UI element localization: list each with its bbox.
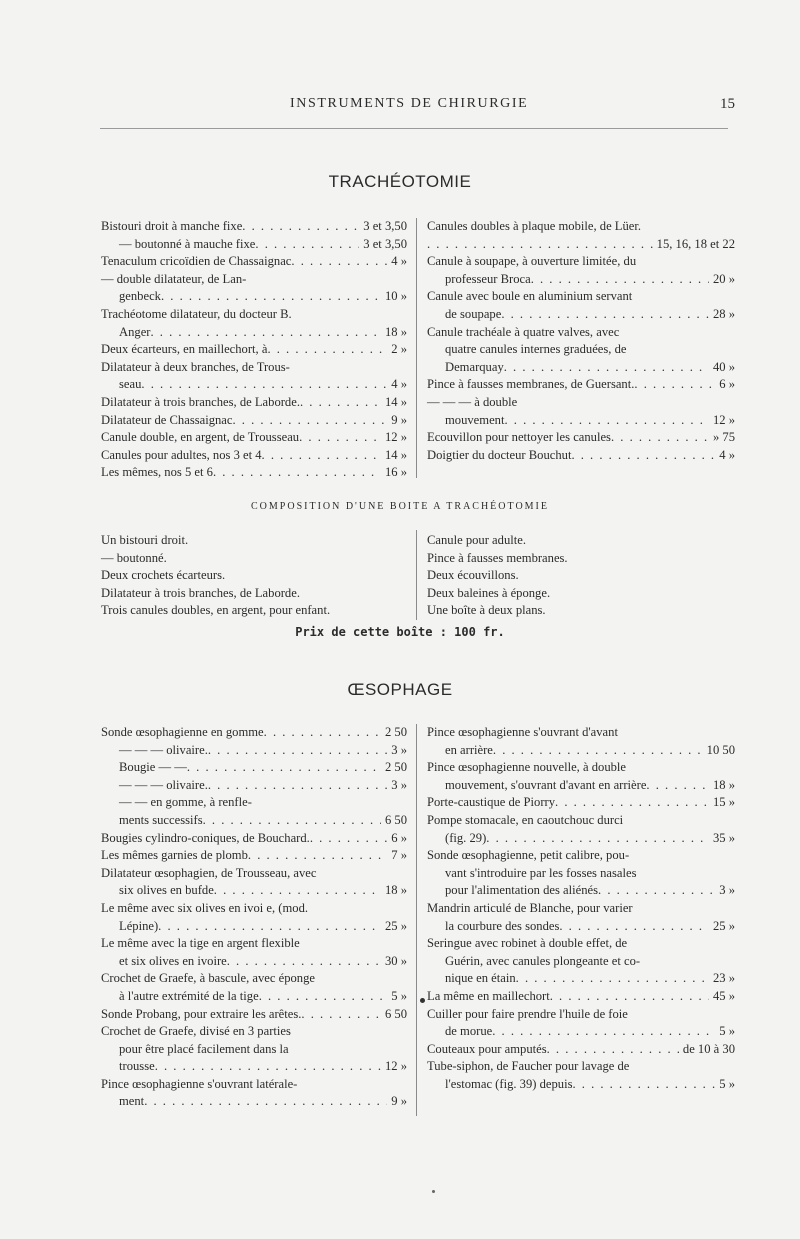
entry-price: 12 »	[384, 1059, 407, 1074]
entry-price: 18 »	[712, 777, 735, 792]
entry-price: 9 »	[391, 1094, 407, 1109]
section-title-oesophage: ŒSOPHAGE	[347, 680, 453, 699]
catalog-entry	[427, 271, 735, 289]
leader-dots	[555, 794, 709, 812]
catalog-entry	[101, 759, 407, 777]
entry-price: 6 »	[391, 830, 407, 845]
entry-price: 23 »	[712, 971, 735, 986]
entry-price: 25 »	[712, 918, 735, 933]
catalog-entry	[101, 271, 407, 289]
leader-dots	[486, 830, 709, 848]
catalog-entry	[101, 447, 407, 465]
catalog-entry	[427, 935, 735, 953]
entry-text: Bougies cylindro-coniques, de Bouchard.	[101, 830, 310, 845]
catalog-entry	[427, 359, 735, 377]
entry-text: pour l'alimentation des aliénés	[445, 883, 599, 898]
entry-price: 3 et 3,50	[363, 236, 407, 251]
catalog-entry	[101, 464, 407, 482]
entry-price: de 10 à 30	[682, 1041, 735, 1056]
entry-text: Trachéotome dilatateur, du docteur B.	[101, 306, 292, 321]
composition-left-column	[101, 532, 330, 620]
entry-price: 30 »	[384, 953, 407, 968]
leader-dots	[214, 882, 381, 900]
catalog-entry	[101, 918, 407, 936]
leader-dots	[262, 447, 381, 465]
catalog-entry	[427, 759, 735, 777]
entry-price: 15, 16, 18 et 22	[656, 236, 735, 251]
entry-text: Ecouvillon pour nettoyer les canules	[427, 430, 611, 445]
print-speck	[432, 1190, 435, 1193]
catalog-entry	[427, 918, 735, 936]
leader-dots	[203, 812, 381, 830]
entry-text: vant s'introduire par les fosses nasales	[445, 865, 637, 880]
leader-dots	[504, 359, 709, 377]
entry-price: 35 »	[712, 830, 735, 845]
catalog-entry	[101, 218, 407, 236]
catalog-entry	[427, 1058, 735, 1076]
entry-text: (fig. 29)	[445, 830, 487, 845]
entry-text: trousse	[119, 1059, 155, 1074]
entry-text: Sonde œsophagienne, petit calibre, pou-	[427, 848, 630, 863]
catalog-entry	[101, 1093, 407, 1111]
entry-price: 18 »	[384, 883, 407, 898]
entry-text: ment	[119, 1094, 145, 1109]
entry-text: Pince à fausses membranes, de Guersant.	[427, 377, 635, 392]
composition-item: Un bistouri droit.	[101, 533, 189, 547]
leader-dots	[242, 218, 359, 236]
entry-price: 4 »	[719, 447, 735, 462]
entry-text: nique en étain	[445, 971, 516, 986]
entry-text: la courbure des sondes	[445, 918, 560, 933]
leader-dots	[141, 376, 387, 394]
entry-text: — — en gomme, à renfle-	[119, 795, 252, 810]
leader-dots	[301, 1006, 381, 1024]
composition-item: Deux crochets écarteurs.	[101, 568, 226, 583]
entry-price: 2 50	[384, 760, 407, 775]
leader-dots	[144, 1093, 387, 1111]
entry-text: six olives en bufde	[119, 883, 214, 898]
entry-price: 18 »	[384, 324, 407, 339]
entry-text: Crochet de Graefe, divisé en 3 parties	[101, 1024, 291, 1039]
entry-price: 6 »	[719, 377, 735, 392]
composition-title: COMPOSITION D'UNE BOITE A TRACHÉOTOMIE	[251, 501, 549, 512]
header-rule	[100, 128, 728, 129]
entry-price: 16 »	[384, 465, 407, 480]
entry-price: 10 »	[384, 289, 407, 304]
catalog-entry	[427, 412, 735, 430]
catalog-entry	[101, 812, 407, 830]
oesophage-right-column	[427, 724, 735, 1093]
catalog-entry	[101, 341, 407, 359]
entry-text: Les mêmes garnies de plomb	[101, 848, 248, 863]
catalog-entry	[427, 812, 735, 830]
entry-price: » 75	[712, 430, 735, 445]
entry-text: l'estomac (fig. 39) depuis	[445, 1076, 573, 1091]
leader-dots	[572, 1076, 715, 1094]
entry-text: Cuiller pour faire prendre l'huile de foie	[427, 1006, 628, 1021]
catalog-entry	[427, 447, 735, 465]
entry-text: Les mêmes, nos 5 et 6	[101, 465, 213, 480]
entry-text: mouvement	[445, 412, 505, 427]
catalog-entry	[427, 376, 735, 394]
bullet-mark	[420, 998, 425, 1003]
catalog-entry	[427, 830, 735, 848]
leader-dots	[493, 742, 703, 760]
page-header	[100, 96, 735, 116]
leader-dots	[300, 394, 381, 412]
catalog-entry	[427, 847, 735, 865]
entry-text: Canule double, en argent, de Trousseau	[101, 430, 300, 445]
entry-price: 2 50	[384, 725, 407, 739]
entry-price: 28 »	[712, 306, 735, 321]
entry-price: 5 »	[719, 1076, 735, 1091]
leader-dots	[634, 376, 715, 394]
entry-price: 5 »	[391, 988, 407, 1003]
entry-text: — double dilatateur, de Lan-	[101, 271, 247, 286]
entry-text: Le même avec la tige en argent flexible	[101, 936, 300, 951]
leader-dots	[571, 447, 715, 465]
catalog-entry	[101, 724, 407, 742]
entry-text: — — — olivaire.	[119, 742, 208, 757]
leader-dots	[501, 306, 709, 324]
entry-text: Canule trachéale à quatre valves, avec	[427, 324, 620, 339]
running-title: INSTRUMENTS DE CHIRURGIE	[290, 96, 529, 111]
entry-price: 20 »	[712, 271, 735, 286]
entry-price: 7 »	[391, 848, 407, 863]
catalog-entry	[427, 865, 735, 883]
entry-text: Sonde Probang, pour extraire les arêtes.	[101, 1006, 302, 1021]
entry-text: Demarquay	[445, 359, 504, 374]
entry-price: 25 »	[384, 918, 407, 933]
catalog-entry	[427, 394, 735, 412]
catalog-entry	[427, 218, 735, 236]
leader-dots	[161, 288, 381, 306]
catalog-entry	[101, 953, 407, 971]
leader-dots	[248, 847, 387, 865]
entry-price: 4 »	[391, 377, 407, 392]
entry-text: Dilatateur de Chassaignac	[101, 412, 233, 427]
catalog-entry	[101, 935, 407, 953]
leader-dots	[155, 1058, 381, 1076]
catalog-entry	[427, 742, 735, 760]
composition-item: Pince à fausses membranes.	[427, 550, 568, 565]
entry-text: Seringue avec robinet à double effet, de	[427, 936, 628, 951]
entry-price: 6 50	[384, 1006, 407, 1021]
entry-text: Couteaux pour amputés	[427, 1041, 547, 1056]
entry-price: 40 »	[712, 359, 735, 374]
entry-text: ments successifs	[119, 812, 203, 827]
entry-price: 45 »	[712, 988, 735, 1003]
leader-dots	[310, 830, 387, 848]
catalog-entry	[101, 359, 407, 377]
catalog-entry	[101, 376, 407, 394]
catalog-entry	[101, 253, 407, 271]
leader-dots	[550, 988, 709, 1006]
catalog-entry	[427, 1076, 735, 1094]
catalog-entry	[101, 882, 407, 900]
leader-dots	[516, 970, 709, 988]
catalog-entry	[101, 324, 407, 342]
leader-dots	[264, 724, 381, 742]
catalog-entry	[101, 794, 407, 812]
catalog-entry	[427, 900, 735, 918]
entry-price: 15 »	[712, 795, 735, 810]
catalog-entry	[427, 777, 735, 795]
leader-dots	[492, 1023, 715, 1041]
entry-text: genbeck	[119, 289, 161, 304]
entry-price: 3 et 3,50	[363, 219, 407, 233]
entry-text: Canule à soupape, à ouverture limitée, du	[427, 254, 637, 269]
catalog-entry	[101, 394, 407, 412]
entry-text: Tenaculum cricoïdien de Chassaignac	[101, 254, 292, 269]
catalog-entry	[427, 953, 735, 971]
catalog-entry	[427, 253, 735, 271]
composition-item: Dilatateur à trois branches, de Laborde.	[101, 585, 300, 600]
entry-text: Sonde œsophagienne en gomme	[101, 725, 264, 739]
leader-dots	[547, 1041, 679, 1059]
catalog-entry	[427, 1041, 735, 1059]
leader-dots	[208, 777, 387, 795]
entry-text: Doigtier du docteur Bouchut	[427, 447, 572, 462]
leader-dots	[227, 953, 381, 971]
entry-price: 2 »	[391, 342, 407, 357]
entry-price: 3 »	[391, 742, 407, 757]
catalog-entry	[101, 306, 407, 324]
entry-text: Deux écarteurs, en maillechort, à	[101, 342, 268, 357]
entry-text: — — — olivaire.	[119, 777, 208, 792]
leader-dots	[299, 429, 381, 447]
entry-text: Porte-caustique de Piorry	[427, 795, 556, 810]
catalog-entry	[427, 988, 735, 1006]
entry-text: — boutonné à mauche fixe	[119, 236, 256, 251]
catalog-entry	[427, 794, 735, 812]
entry-text: et six olives en ivoire	[119, 953, 227, 968]
catalog-entry	[427, 1023, 735, 1041]
leader-dots	[158, 918, 381, 936]
catalog-entry	[427, 306, 735, 324]
composition-right-column	[427, 532, 568, 620]
entry-text: à l'autre extrémité de la tige	[119, 988, 259, 1003]
leader-dots	[611, 429, 709, 447]
entry-price: 6 50	[384, 812, 407, 827]
catalog-entry	[427, 236, 735, 254]
composition-item: Trois canules doubles, en argent, pour enfant.	[101, 603, 331, 618]
catalog-entry	[427, 882, 735, 900]
entry-price: 3 »	[391, 777, 407, 792]
entry-text: de soupape	[445, 306, 502, 321]
entry-text: pour être placé facilement dans la	[119, 1041, 289, 1056]
composition-item: Deux baleines à éponge.	[427, 585, 551, 600]
entry-price: 4 »	[391, 254, 407, 269]
entry-price: 5 »	[719, 1024, 735, 1039]
entry-text: Dilatateur à deux branches, de Trous-	[101, 359, 290, 374]
entry-text: en arrière	[445, 742, 493, 757]
entry-text: quatre canules internes graduées, de	[445, 342, 627, 357]
leader-dots	[267, 341, 387, 359]
entry-price: 10 50	[706, 742, 735, 757]
entry-text: Pompe stomacale, en caoutchouc durci	[427, 812, 624, 827]
leader-dots	[208, 742, 387, 760]
catalog-entry	[101, 970, 407, 988]
catalog-entry	[101, 742, 407, 760]
entry-text: Crochet de Graefe, à bascule, avec éponge	[101, 971, 315, 986]
entry-price: 3 »	[719, 883, 735, 898]
catalog-entry	[101, 988, 407, 1006]
catalog-entry	[101, 288, 407, 306]
entry-text: Canules pour adultes, nos 3 et 4	[101, 447, 262, 462]
catalog-entry	[101, 830, 407, 848]
entry-text: Guérin, avec canules plongeante et co-	[445, 953, 641, 968]
entry-price: 9 »	[391, 412, 407, 427]
column-divider	[416, 218, 417, 478]
entry-text: de morue	[445, 1024, 493, 1039]
leader-dots	[150, 324, 380, 342]
box-price: Prix de cette boîte : 100 fr.	[295, 625, 505, 639]
section-title-tracheotomie: TRACHÉOTOMIE	[328, 172, 472, 191]
entry-text: Lépine)	[119, 918, 159, 933]
catalog-entry	[101, 1076, 407, 1094]
entry-text: Anger	[119, 324, 151, 339]
catalog-entry	[101, 900, 407, 918]
catalog-entry	[427, 429, 735, 447]
entry-price: 14 »	[384, 394, 407, 409]
entry-text: Canule avec boule en aluminium servant	[427, 289, 633, 304]
entry-text: Dilatateur œsophagien, de Trousseau, avec	[101, 865, 317, 880]
entry-price: 12 »	[384, 430, 407, 445]
catalog-entry	[101, 777, 407, 795]
entry-text: Dilatateur à trois branches, de Laborde.	[101, 394, 300, 409]
column-divider	[416, 530, 417, 620]
entry-text: Mandrin articulé de Blanche, pour varier	[427, 900, 633, 915]
catalog-entry	[427, 288, 735, 306]
column-divider	[416, 724, 417, 1116]
composition-item: Canule pour adulte.	[427, 533, 526, 547]
entry-text: Le même avec six olives en ivoi e, (mod.	[101, 900, 309, 915]
entry-text: mouvement, s'ouvrant d'avant en arrière	[445, 777, 647, 792]
leader-dots	[259, 988, 388, 1006]
leader-dots	[427, 236, 653, 254]
catalog-entry	[101, 1006, 407, 1024]
entry-text: Canules doubles à plaque mobile, de Lüer.	[427, 219, 642, 233]
tracheotomie-left-column	[101, 218, 407, 482]
entry-text: — — — à double	[427, 394, 518, 409]
entry-text: Tube-siphon, de Faucher pour lavage de	[427, 1059, 630, 1074]
leader-dots	[531, 271, 709, 289]
composition-item: Deux écouvillons.	[427, 568, 519, 583]
leader-dots	[232, 412, 387, 430]
leader-dots	[291, 253, 387, 271]
leader-dots	[255, 236, 359, 254]
entry-text: professeur Broca	[445, 271, 531, 286]
leader-dots	[559, 918, 709, 936]
entry-text: Pince œsophagienne nouvelle, à double	[427, 760, 626, 775]
entry-text: Pince œsophagienne s'ouvrant d'avant	[427, 725, 618, 739]
page-number: 15	[720, 96, 735, 112]
catalog-entry	[427, 724, 735, 742]
leader-dots	[598, 882, 715, 900]
entry-text: Bistouri droit à manche fixe	[101, 219, 243, 233]
entry-price: 12 »	[712, 412, 735, 427]
catalog-entry	[101, 1023, 407, 1041]
entry-text: La même en maillechort	[427, 988, 550, 1003]
leader-dots	[646, 777, 709, 795]
catalog-entry	[427, 1006, 735, 1024]
catalog-entry	[101, 1041, 407, 1059]
composition-item: Une boîte à deux plans.	[427, 603, 546, 618]
tracheotomie-right-column	[427, 218, 735, 464]
catalog-entry	[101, 429, 407, 447]
entry-price: 14 »	[384, 447, 407, 462]
leader-dots	[504, 412, 708, 430]
catalog-entry	[101, 847, 407, 865]
composition-item: — boutonné.	[101, 550, 167, 565]
catalog-entry	[101, 1058, 407, 1076]
catalog-entry	[101, 412, 407, 430]
catalog-entry	[101, 865, 407, 883]
entry-text: seau	[119, 377, 142, 392]
oesophage-left-column	[101, 724, 407, 1111]
leader-dots	[213, 464, 381, 482]
catalog-entry	[427, 341, 735, 359]
catalog-entry	[427, 970, 735, 988]
entry-text: Bougie — —	[119, 760, 187, 775]
catalog-entry	[101, 236, 407, 254]
leader-dots	[187, 759, 381, 777]
entry-text: Pince œsophagienne s'ouvrant latérale-	[101, 1076, 298, 1091]
catalog-entry	[427, 324, 735, 342]
